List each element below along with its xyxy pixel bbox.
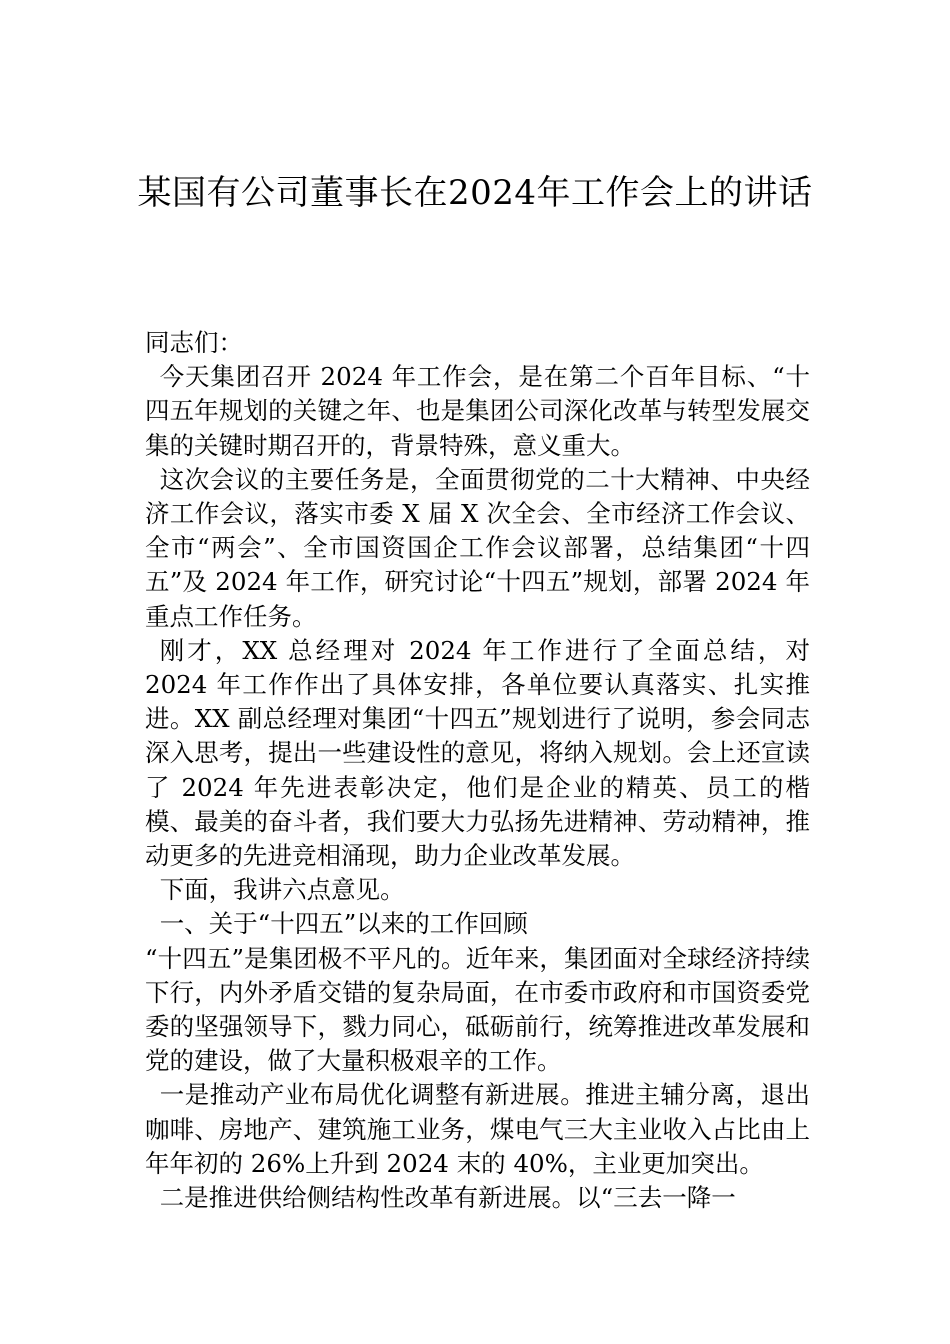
document-title: 某国有公司董事长在2024年工作会上的讲话 [137, 173, 813, 213]
paragraph-1: 今天集团召开 2024 年工作会，是在第二个百年目标、“十四五年规划的关键之年、也是集团公司深化改革与转型发展交集的关键时期召开的，背景特殊，意义重大。 [145, 362, 810, 460]
paragraph-2: 这次会议的主要任务是，全面贯彻党的二十大精神、中央经济工作会议，落实市委 X 届 X 次全会、全市经济工作会议、全市“两会”、全市国资国企工作会议部署，总结集团“十四五”及 2024 年工作，研究讨论“十四五”规划，部署 2024 年重点工作任务。 [145, 464, 810, 631]
paragraph-3: 刚才，XX 总经理对 2024 年工作进行了全面总结，对 2024 年工作作出了具体安排，各单位要认真落实、扎实推进。XX 副总经理对集团“十四五”规划进行了说明，参会同志深入思考，提出一些建设性的意见，将纳入规划。会上还宣读了 2024 年先进表彰决定，他们是企业的精英、员工的楷模、最美的奋斗者，我们要大力弘扬先进精神、劳动精神，推动更多的先进竞相涌现，助力企业改革发展。 [145, 635, 810, 871]
paragraph-7: 二是推进供给侧结构性改革有新进展。以“三去一降一 [159, 1183, 736, 1213]
document-body [145, 326, 810, 1215]
paragraph-5: “十四五”是集团极不平凡的。近年来，集团面对全球经济持续下行，内外矛盾交错的复杂局面，在市委市政府和市国资委党委的坚强领导下，戮力同心，砥砺前行，统筹推进改革发展和党的建设，做了大量积极艰辛的工作。 [145, 943, 810, 1076]
paragraph-6: 一是推动产业布局优化调整有新进展。推进主辅分离，退出咖啡、房地产、建筑施工业务，煤电气三大主业收入占比由上年年初的 26%上升到 2024 末的 40%，主业更加突出。 [145, 1080, 810, 1178]
paragraph-4: 下面，我讲六点意见。 [159, 875, 405, 905]
section-heading-1: 一、关于“十四五”以来的工作回顾 [159, 909, 528, 939]
salutation: 同志们： [145, 328, 243, 357]
